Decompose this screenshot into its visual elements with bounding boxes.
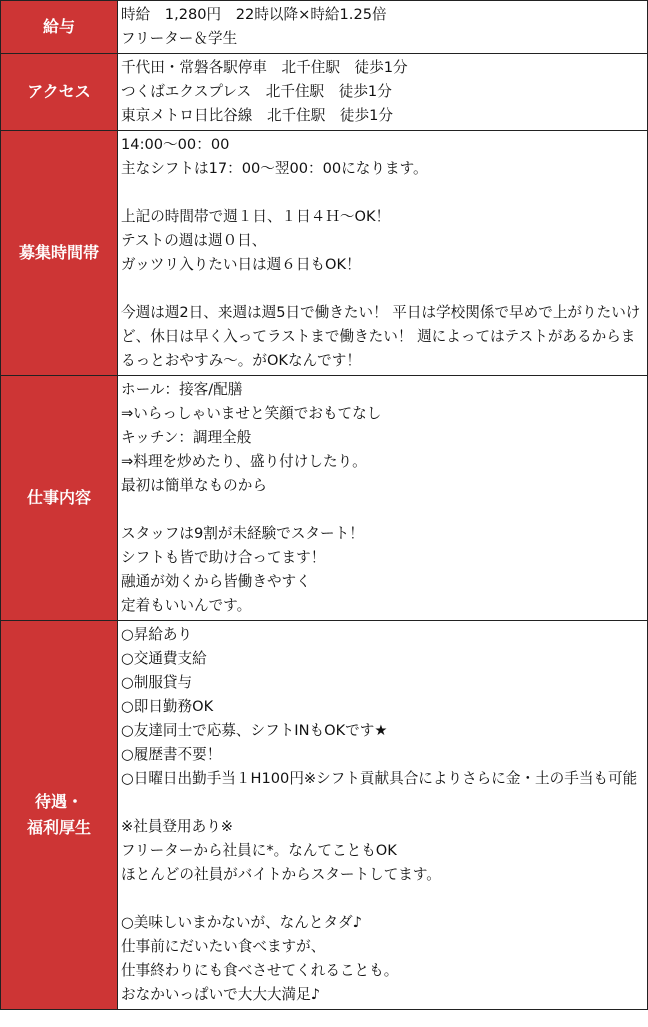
- text-line: ○交通費支給: [121, 650, 207, 667]
- text-line: ○即日勤務OK: [121, 698, 214, 715]
- text-line: ⇒いらっしゃいませと笑顔でおもてなし: [121, 405, 382, 422]
- row-value-benefits: [118, 621, 648, 1010]
- text-line: ○日曜日出勤手当１H100円※シフト貢献具合によりさらに金・土の手当も可能: [121, 770, 638, 787]
- text-line: 融通が効くから皆働きやすく: [121, 573, 311, 590]
- text-line: 千代田・常磐各駅停車 北千住駅 徒歩1分: [121, 59, 408, 76]
- text-line: おなかいっぱいで大大大満足♪: [121, 986, 321, 1003]
- row-job-description: [1, 376, 648, 621]
- text-line: 今週は週2日、来週は週5日で働きたい！ 平日は学校関係で早めで上がりたいけど、休日は早く入ってラストまで働きたい！ 週によってはテストがあるからまるっとおやすみ〜。がOKなんです！: [121, 304, 641, 369]
- text-line: ホール：接客/配膳: [121, 381, 243, 398]
- text-line: つくばエクスプレス 北千住駅 徒歩1分: [121, 83, 392, 100]
- text-line: 最初は簡単なものから: [121, 477, 267, 494]
- text-line: ※社員登用あり※: [121, 818, 234, 835]
- text-line: ○制服貸与: [121, 674, 193, 691]
- blank-line: [121, 791, 647, 815]
- text-line: シフトも皆で助け合ってます！: [121, 549, 326, 566]
- text-line: テストの週は週０日、: [121, 232, 267, 249]
- row-access: [1, 54, 648, 131]
- text-line: ⇒料理を炒めたり、盛り付けしたり。: [121, 453, 367, 470]
- row-value-job-description: [118, 376, 648, 621]
- row-label-salary: [1, 1, 118, 54]
- row-value-hours: [118, 131, 648, 376]
- text-line: 主なシフトは17：00〜翌00：00になります。: [121, 160, 428, 177]
- row-label-text: 仕事内容: [26, 488, 91, 507]
- text-line: ○美味しいまかないが、なんとタダ♪: [121, 914, 362, 931]
- text-line: スタッフは9割が未経験でスタート！: [121, 525, 364, 542]
- row-label-text: 給与: [42, 17, 75, 36]
- row-value-salary: [118, 1, 648, 54]
- row-label-access: [1, 54, 118, 131]
- text-line: ○履歴書不要！: [121, 746, 222, 763]
- row-label-benefits: [1, 621, 118, 1010]
- row-benefits: [1, 621, 648, 1010]
- row-label-job-description: [1, 376, 118, 621]
- row-hours: [1, 131, 648, 376]
- row-salary: [1, 1, 648, 54]
- blank-line: [121, 181, 647, 205]
- blank-line: [121, 277, 647, 301]
- text-line: フリーターから社員に*。なんてこともOK: [121, 842, 397, 859]
- row-label-text: 募集時間帯: [18, 243, 99, 262]
- row-label-text: 福利厚生: [26, 818, 91, 837]
- blank-line: [121, 498, 647, 522]
- row-label-hours: [1, 131, 118, 376]
- text-line: ほとんどの社員がバイトからスタートしてます。: [121, 866, 441, 883]
- text-line: 上記の時間帯で週１日、１日４Ｈ〜OK！: [121, 208, 391, 225]
- text-line: ガッツリ入りたい日は週６日もOK！: [121, 256, 361, 273]
- text-line: ○昇給あり: [121, 626, 193, 643]
- text-line: 東京メトロ日比谷線 北千住駅 徒歩1分: [121, 107, 393, 124]
- text-line: フリーター＆学生: [121, 30, 238, 47]
- row-label-text: 待遇・: [34, 792, 83, 811]
- text-line: 定着もいいんです。: [121, 597, 252, 614]
- row-value-access: [118, 54, 648, 131]
- text-line: 仕事終わりにも食べさせてくれることも。: [121, 962, 399, 979]
- text-line: 時給 1,280円 22時以降×時給1.25倍: [121, 6, 387, 23]
- text-line: ○友達同士で応募、シフトINもOKです★: [121, 722, 388, 739]
- row-label-text: アクセス: [27, 82, 91, 101]
- text-line: 仕事前にだいたい食べますが、: [121, 938, 326, 955]
- blank-line: [121, 887, 647, 911]
- text-line: キッチン：調理全般: [121, 429, 252, 446]
- text-line: 14:00〜00：00: [121, 136, 230, 153]
